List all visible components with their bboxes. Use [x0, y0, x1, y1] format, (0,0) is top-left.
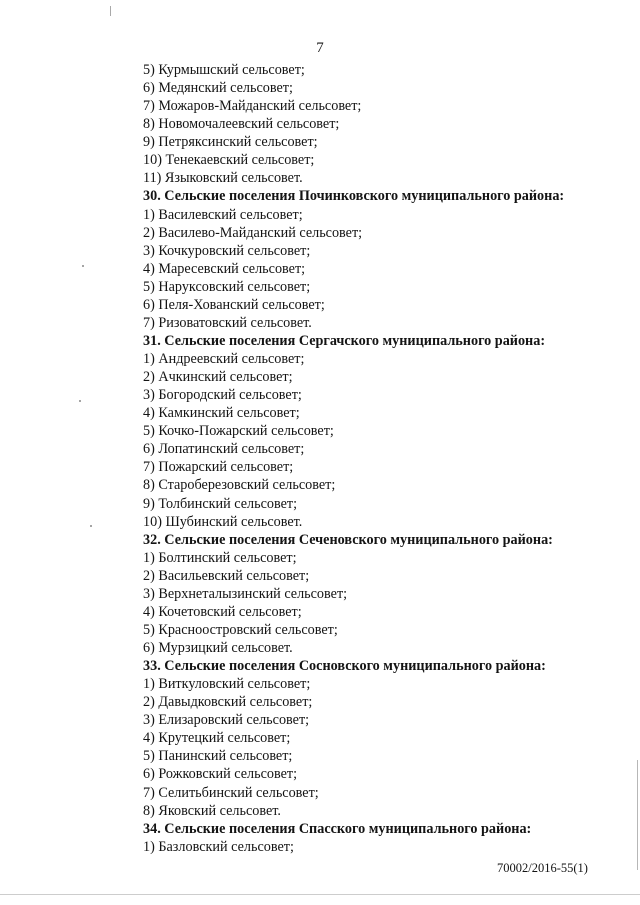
- list-item: 3) Елизаровский сельсовет;: [143, 712, 310, 729]
- section-heading: 31. Сельские поселения Сергачского муниципального района:: [143, 332, 546, 349]
- list-item: 5) Курмышский сельсовет;: [143, 62, 305, 78]
- list-item: 2) Ачкинский сельсовет;: [143, 369, 293, 386]
- list-item: 6) Мурзицкий сельсовет.: [143, 640, 293, 656]
- list-item: 7) Ризоватовский сельсовет.: [143, 314, 312, 331]
- list-item: 4) Камкинский сельсовет;: [143, 405, 300, 422]
- section-heading: 30. Сельские поселения Починковского муниципального района:: [143, 188, 565, 205]
- document-code: 70002/2016-55(1): [497, 861, 588, 875]
- list-item: 1) Виткуловский сельсовет;: [143, 676, 311, 693]
- list-item: 6) Медянский сельсовет;: [143, 80, 293, 97]
- list-item: 9) Толбинский сельсовет;: [143, 495, 298, 512]
- list-item: 2) Васильевский сельсовет;: [143, 567, 310, 584]
- scan-artifact-dot: [82, 265, 84, 267]
- scan-artifact-dot: [90, 525, 92, 527]
- section-heading: 32. Сельские поселения Сеченовского муниципального района:: [143, 531, 553, 548]
- list-item: 7) Пожарский сельсовет;: [143, 459, 294, 476]
- list-item: 2) Василево-Майданский сельсовет;: [143, 224, 363, 241]
- list-item: 2) Давыдковский сельсовет;: [143, 694, 313, 711]
- list-item: 3) Верхнеталызинский сельсовет;: [143, 585, 348, 602]
- list-item: 1) Василевский сельсовет;: [143, 206, 303, 223]
- page-number: 7: [316, 40, 324, 56]
- settlement-list: [143, 61, 623, 856]
- list-item: 1) Болтинский сельсовет;: [143, 549, 297, 566]
- list-item: 10) Шубинский сельсовет.: [143, 513, 303, 530]
- scan-artifact-edge: [0, 894, 640, 895]
- list-item: 8) Новомочалеевский сельсовет;: [143, 116, 340, 133]
- list-item: 4) Маресевский сельсовет;: [143, 260, 306, 277]
- list-item: 11) Языковский сельсовет.: [143, 170, 303, 187]
- section-heading: 34. Сельские поселения Спасского муниципального района:: [143, 820, 532, 837]
- scan-artifact-mark: [110, 6, 111, 16]
- list-item: 6) Лопатинский сельсовет;: [143, 441, 305, 458]
- list-item: 3) Богородский сельсовет;: [143, 387, 302, 404]
- list-item: 4) Крутецкий сельсовет;: [143, 730, 291, 747]
- list-item: 3) Кочкуровский сельсовет;: [143, 242, 311, 259]
- scan-artifact-edge: [637, 760, 638, 870]
- list-item: 4) Кочетовский сельсовет;: [143, 603, 302, 620]
- list-item: 8) Староберезовский сельсовет;: [143, 477, 336, 494]
- list-item: 6) Пеля-Хованский сельсовет;: [143, 296, 325, 313]
- list-item: 9) Петряксинский сельсовет;: [143, 134, 318, 151]
- list-item: 5) Красноостровский сельсовет;: [143, 621, 338, 638]
- list-item: 1) Базловский сельсовет;: [143, 838, 294, 855]
- list-item: 8) Яковский сельсовет.: [143, 802, 281, 819]
- list-item: 5) Панинский сельсовет;: [143, 748, 293, 765]
- list-item: 10) Тенекаевский сельсовет;: [143, 152, 315, 169]
- list-item: 1) Андреевский сельсовет;: [143, 351, 305, 367]
- scan-artifact-dot: [79, 400, 81, 402]
- list-item: 5) Кочко-Пожарский сельсовет;: [143, 423, 334, 440]
- list-item: 7) Можаров-Майданский сельсовет;: [143, 98, 362, 115]
- list-item: 7) Селитьбинский сельсовет;: [143, 784, 319, 801]
- list-item: 6) Рожковский сельсовет;: [143, 766, 298, 783]
- section-heading: 33. Сельские поселения Сосновского муниципального района:: [143, 658, 546, 675]
- list-item: 5) Наруксовский сельсовет;: [143, 278, 311, 295]
